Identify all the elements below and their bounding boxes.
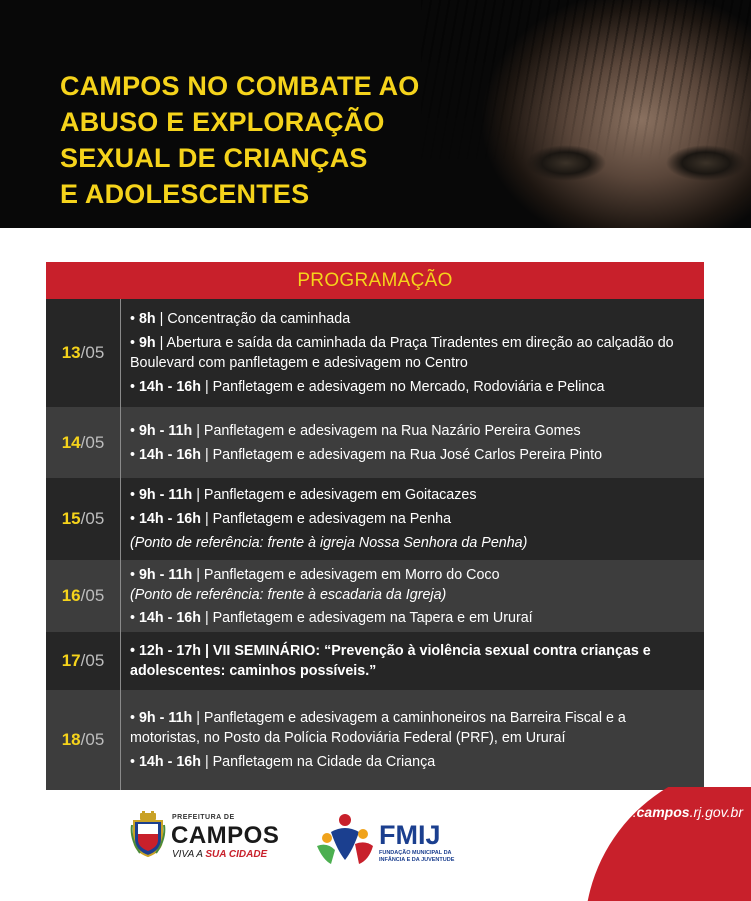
day-date	[46, 478, 121, 560]
hero-title	[60, 68, 420, 212]
day-date	[46, 299, 121, 407]
day-number: 16	[61, 586, 81, 605]
item-sep: |	[192, 710, 204, 726]
day-row-15	[46, 478, 704, 560]
day-month: /05	[80, 730, 105, 749]
hero-title-line: CAMPOS NO COMBATE AO	[60, 71, 420, 101]
reference-note: (Ponto de referência: frente à igreja Nossa Senhora da Penha)	[130, 535, 528, 551]
item-text: Panfletagem e adesivagem no Mercado, Rodoviária e Pelinca	[212, 379, 605, 395]
item-sep: |	[192, 487, 204, 503]
item-time: 14h - 16h	[138, 379, 201, 395]
slogan-plain: VIVA A	[172, 849, 206, 860]
item-time: 12h - 17h	[138, 643, 201, 659]
item-text: Panfletagem e adesivagem na Rua José Carlos Pereira Pinto	[212, 446, 603, 463]
item-text: Panfletagem e adesivagem na Penha	[212, 511, 452, 527]
hair-overlay	[421, 0, 751, 228]
website-link[interactable]	[603, 804, 743, 820]
item-text: VII SEMINÁRIO: “Prevenção à violência sexual contra crianças e adolescentes: caminhos possíveis.”	[130, 643, 651, 679]
day-items	[121, 690, 704, 790]
reference-note: (Ponto de referência: frente à escadaria da Igreja)	[130, 586, 447, 603]
schedule-item: • 14h - 16h | Panfletagem na Cidade da Criança	[130, 754, 436, 770]
hero-title-line: E ADOLESCENTES	[60, 179, 310, 209]
day-number: 15	[61, 509, 81, 528]
fmij-name: FMIJ	[379, 820, 441, 850]
schedule-item: • 14h - 16h | Panfletagem e adesivagem na Tapera e em Ururaí	[130, 609, 533, 626]
item-text: Panfletagem e adesivagem na Tapera e em Ururaí	[212, 609, 533, 626]
day-date	[46, 632, 121, 690]
item-time: 9h	[138, 335, 156, 351]
item-sep: |	[155, 335, 167, 351]
program-header: PROGRAMAÇÃO	[46, 262, 704, 299]
day-number: 14	[61, 432, 81, 452]
day-month: /05	[80, 343, 105, 362]
item-sep: |	[200, 643, 213, 659]
schedule-item: • 9h - 11h | Panfletagem e adesivagem em Morro do Coco	[130, 566, 500, 583]
prefeitura-logo	[128, 811, 288, 867]
item-time: 8h	[138, 311, 156, 327]
day-date	[46, 690, 121, 790]
item-time: 14h - 16h	[138, 446, 201, 463]
item-time: 9h - 11h	[138, 422, 193, 439]
day-items	[121, 478, 704, 560]
item-sep: |	[192, 566, 204, 583]
item-time: 14h - 16h	[138, 754, 201, 770]
prefeitura-top: PREFEITURA DE	[172, 814, 235, 821]
day-items	[121, 560, 704, 632]
item-time: 9h - 11h	[138, 487, 193, 503]
prefeitura-slogan	[172, 849, 267, 860]
schedule-item: • 9h - 11h | Panfletagem e adesivagem em Goitacazes	[130, 487, 477, 503]
hero-title-line: ABUSO E EXPLORAÇÃO	[60, 107, 385, 137]
item-text: Abertura e saída da caminhada da Praça Tiradentes em direção ao calçadão do Boulevard com panfletagem e adesivagem no Centro	[130, 335, 674, 371]
day-row-14	[46, 407, 704, 478]
item-text: Panfletagem e adesivagem a caminhoneiros na Barreira Fiscal e a motoristas, no Posto da Polícia Rodoviária Federal (PRF), em Ururaí	[130, 710, 626, 746]
schedule-item: • 9h | Abertura e saída da caminhada da Praça Tiradentes em direção ao calçadão do Boulevard com panfletagem e adesivagem no Centro	[130, 335, 674, 371]
url-bold: campos	[636, 804, 690, 820]
prefeitura-name: CAMPOS	[171, 822, 280, 849]
url-suffix: .rj.gov.br	[689, 804, 743, 820]
fmij-figures-icon	[313, 810, 377, 866]
day-row-17	[46, 632, 704, 690]
schedule-item: • 12h - 17h | VII SEMINÁRIO: “Prevenção à violência sexual contra crianças e adolescentes: caminhos possíveis.”	[130, 643, 651, 679]
item-text: Concentração da caminhada	[167, 311, 351, 327]
schedule-item: • 14h - 16h | Panfletagem e adesivagem na Rua José Carlos Pereira Pinto	[130, 446, 603, 463]
hero-banner	[0, 0, 751, 228]
item-text: Panfletagem na Cidade da Criança	[212, 754, 436, 770]
day-date	[46, 407, 121, 478]
item-sep: |	[200, 446, 213, 463]
item-sep: |	[200, 609, 213, 626]
day-row-13	[46, 299, 704, 407]
day-number: 18	[61, 730, 81, 749]
item-time: 14h - 16h	[138, 511, 201, 527]
item-sep: |	[200, 511, 213, 527]
item-sep: |	[200, 379, 213, 395]
fmij-sub-line: FUNDAÇÃO MUNICIPAL DA	[379, 850, 452, 856]
day-items	[121, 299, 704, 407]
item-sep: |	[155, 311, 168, 327]
item-text: Panfletagem e adesivagem em Goitacazes	[203, 487, 477, 503]
item-text: Panfletagem e adesivagem em Morro do Coco	[203, 566, 500, 583]
day-items	[121, 632, 704, 690]
item-time: 14h - 16h	[138, 609, 201, 626]
schedule-item: • 8h | Concentração da caminhada	[130, 311, 351, 327]
day-row-16	[46, 560, 704, 632]
day-month: /05	[80, 509, 105, 528]
schedule-item: • 14h - 16h | Panfletagem e adesivagem na Penha	[130, 511, 452, 527]
item-time: 9h - 11h	[138, 566, 193, 583]
url-prefix: www.	[603, 804, 637, 820]
item-sep: |	[200, 754, 213, 770]
day-date	[46, 560, 121, 632]
day-month: /05	[80, 586, 105, 605]
footer	[0, 787, 751, 901]
day-items	[121, 407, 704, 478]
schedule-item: • 14h - 16h | Panfletagem e adesivagem no Mercado, Rodoviária e Pelinca	[130, 379, 605, 395]
day-row-18	[46, 690, 704, 790]
schedule-item: • 9h - 11h | Panfletagem e adesivagem na Rua Nazário Pereira Gomes	[130, 422, 581, 439]
program-table	[46, 262, 704, 790]
item-text: Panfletagem e adesivagem na Rua Nazário Pereira Gomes	[203, 422, 581, 439]
fmij-logo	[313, 810, 473, 870]
day-number: 17	[61, 651, 81, 670]
hero-title-line: SEXUAL DE CRIANÇAS	[60, 143, 368, 173]
item-sep: |	[192, 422, 204, 439]
schedule-item: • 9h - 11h | Panfletagem e adesivagem a caminhoneiros na Barreira Fiscal e a motoristas, no Posto da Polícia Rodoviária Federal (PRF), em Ururaí	[130, 710, 626, 746]
day-month: /05	[80, 651, 105, 670]
fmij-sub-line: INFÂNCIA E DA JUVENTUDE	[379, 856, 455, 863]
fmij-subtitle	[379, 850, 469, 863]
day-month: /05	[80, 432, 105, 452]
day-number: 13	[61, 343, 81, 362]
campos-crest-icon	[130, 811, 166, 857]
item-time: 9h - 11h	[138, 710, 193, 726]
slogan-bold: SUA CIDADE	[205, 849, 268, 860]
